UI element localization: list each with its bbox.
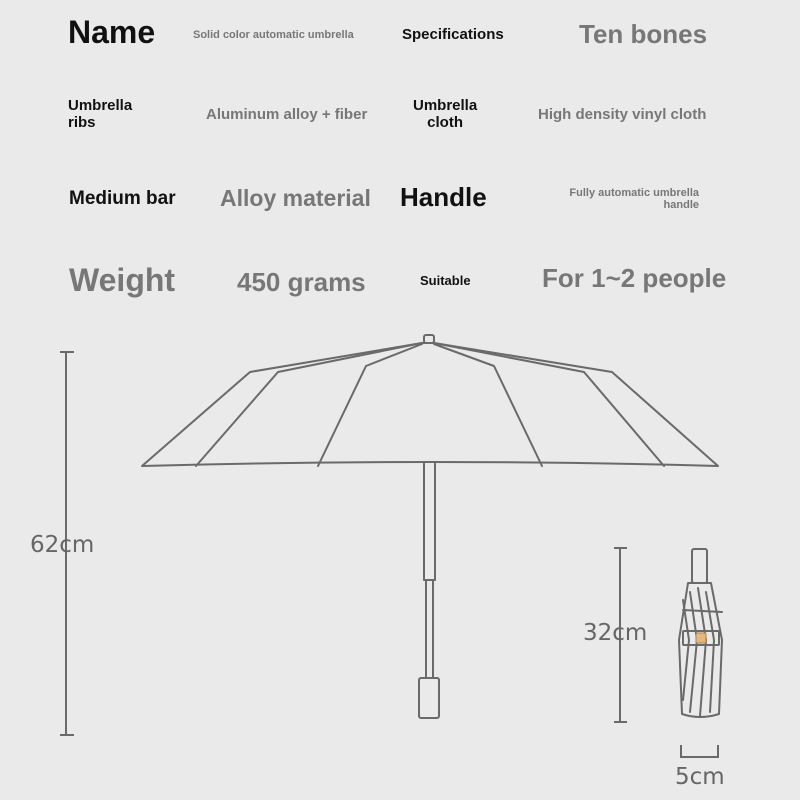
bar-label: Medium bar xyxy=(69,188,176,209)
folded-width-bracket xyxy=(681,745,718,757)
specifications-value: Ten bones xyxy=(579,19,708,49)
specifications-label: Specifications xyxy=(402,26,504,43)
open-height-label: 62cm xyxy=(30,532,95,558)
name-value: Solid color automatic umbrella xyxy=(193,29,354,41)
weight-label: Weight xyxy=(69,262,176,298)
cloth-label-line1: Umbrella xyxy=(413,97,478,114)
open-umbrella-handle xyxy=(419,678,439,718)
weight-value: 450 grams xyxy=(237,267,366,297)
folded-width-label: 5cm xyxy=(675,764,725,790)
cloth-label-line2: cloth xyxy=(427,113,464,131)
open-umbrella-ribs xyxy=(196,343,664,466)
suitable-value: For 1~2 people xyxy=(542,263,727,293)
open-umbrella-shaft-upper xyxy=(424,462,435,580)
ribs-value: Aluminum alloy + fiber xyxy=(206,106,368,123)
open-umbrella-shaft-lower xyxy=(426,580,433,678)
bar-value: Alloy material xyxy=(220,185,371,211)
suitable-label: Suitable xyxy=(420,273,471,288)
folded-height-label: 32cm xyxy=(583,620,648,646)
open-umbrella-canopy xyxy=(142,343,718,466)
open-umbrella-tip xyxy=(424,335,434,343)
handle-value-line1: Fully automatic umbrella xyxy=(569,187,699,199)
folded-umbrella-handle xyxy=(692,549,707,583)
cloth-value: High density vinyl cloth xyxy=(538,106,707,123)
ribs-label-line1: Umbrella xyxy=(68,97,133,114)
ribs-label-line2: ribs xyxy=(68,113,96,131)
handle-label: Handle xyxy=(400,182,487,212)
folded-umbrella-button xyxy=(696,633,706,643)
handle-value-line2: handle xyxy=(663,199,699,212)
name-label: Name xyxy=(68,14,156,50)
